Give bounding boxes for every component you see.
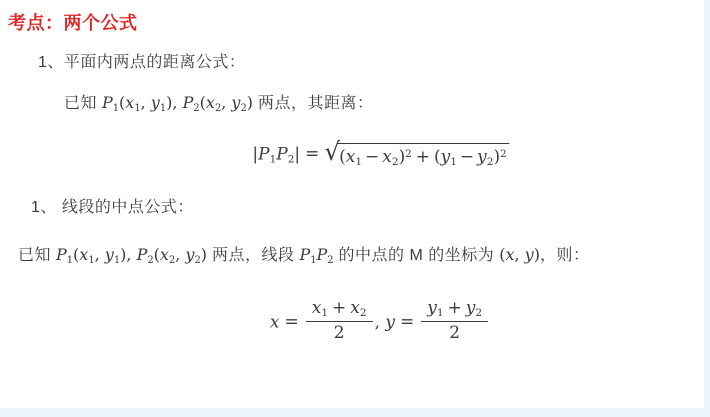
radical-sign: √ [324,137,341,166]
point-p1: P1(x1, y1) [55,245,127,266]
coords-xy: (x, y) [499,245,540,264]
fraction-denominator: 2 [333,323,345,344]
given-suffix: 两点，其距离： [253,95,374,112]
fraction-y [421,299,488,343]
segment-p1p2: P1P2 [299,245,334,266]
tail-text: ，则： [539,247,590,264]
midpoint-given-line [18,243,589,273]
radicand: $(x1 - x2)^2 + (y1 - y2)^2$ [337,143,510,169]
distance-given-line [64,91,373,121]
section2-heading: 1、 线段的中点公式： [31,199,194,216]
segment-text: 两点，线段 [207,247,300,264]
midpoint-label-text: 的中点的 M 的坐标为 [333,247,500,264]
point-p2: P2(x2, y2) [182,93,254,114]
point-p1: P1(x1, y1) [101,93,173,114]
page-edge-right [704,0,710,417]
abs-bar: | [294,144,301,165]
given-prefix: 已知 [64,95,102,112]
separator-comma: , [126,245,137,264]
midpoint-formula: x = $\frac{x1 + x2}{2}$ , y = $\frac{y1 + y2}{2}$ [270,301,490,345]
fraction-x [306,299,373,343]
point-p2: P2(x2, y2) [136,245,208,266]
given-prefix: 已知 [18,247,56,264]
abs-bar: | [252,144,259,165]
fraction-numerator: y1 + y2 [421,299,488,322]
fraction-numerator: x1 + x2 [306,299,373,322]
separator-comma: , [172,93,183,112]
distance-formula: |P1P2| = √ $(x1 - x2)^2 + (y1 - y2)^2$ [252,142,509,168]
fraction-denominator: 2 [449,323,461,344]
page-title: 考点：两个公式 [8,13,138,33]
separator-comma: , [374,312,386,333]
page-edge-bottom [0,408,710,417]
square-root [324,137,509,169]
section1-heading: 1、平面内两点的距离公式： [38,54,246,71]
